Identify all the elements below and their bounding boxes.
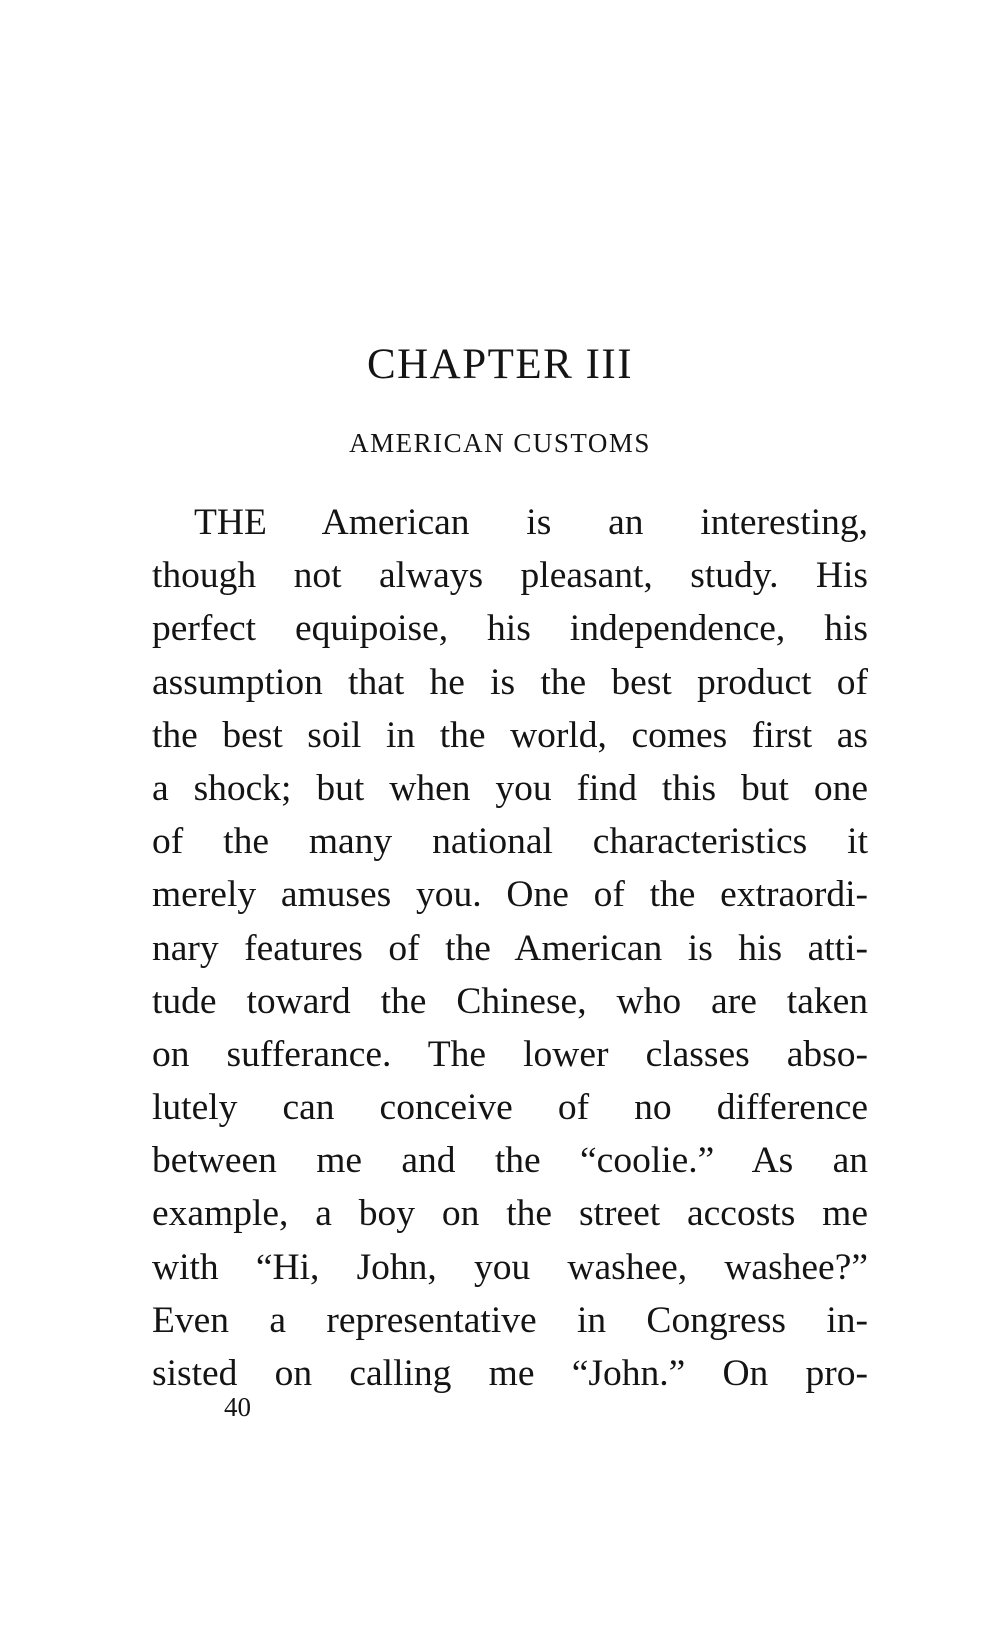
chapter-body-text: [152, 496, 868, 1400]
text-line: though not always pleasant, study. His: [152, 555, 868, 597]
chapter-title: AMERICAN CUSTOMS: [349, 428, 651, 458]
text-line: assumption that he is the best product of: [152, 661, 868, 703]
text-line: between me and the “coolie.” As an: [152, 1140, 868, 1182]
text-line: tude toward the Chinese, who are taken: [152, 980, 868, 1022]
text-line: of the many national characteristics it: [152, 821, 868, 863]
text-line: merely amuses you. One of the extraordi-: [152, 874, 868, 916]
text-line: with “Hi, John, you washee, washee?”: [152, 1246, 868, 1288]
page-number: 40: [224, 1392, 251, 1422]
chapter-number: CHAPTER III: [366, 341, 634, 388]
text-line: lutely can conceive of no difference: [152, 1087, 868, 1129]
text-line: the best soil in the world, comes first as: [152, 714, 868, 756]
text-line: a shock; but when you find this but one: [152, 767, 868, 809]
text-line: example, a boy on the street accosts me: [152, 1193, 868, 1235]
text-line: on sufferance. The lower classes abso-: [152, 1033, 868, 1075]
text-line: nary features of the American is his atti-: [152, 927, 868, 969]
text-line: THE American is an interesting,: [194, 502, 868, 543]
text-line: sisted on calling me “John.” On pro-: [152, 1353, 868, 1394]
text-line: perfect equipoise, his independence, his: [152, 608, 868, 650]
text-line: Even a representative in Congress in-: [152, 1299, 868, 1341]
